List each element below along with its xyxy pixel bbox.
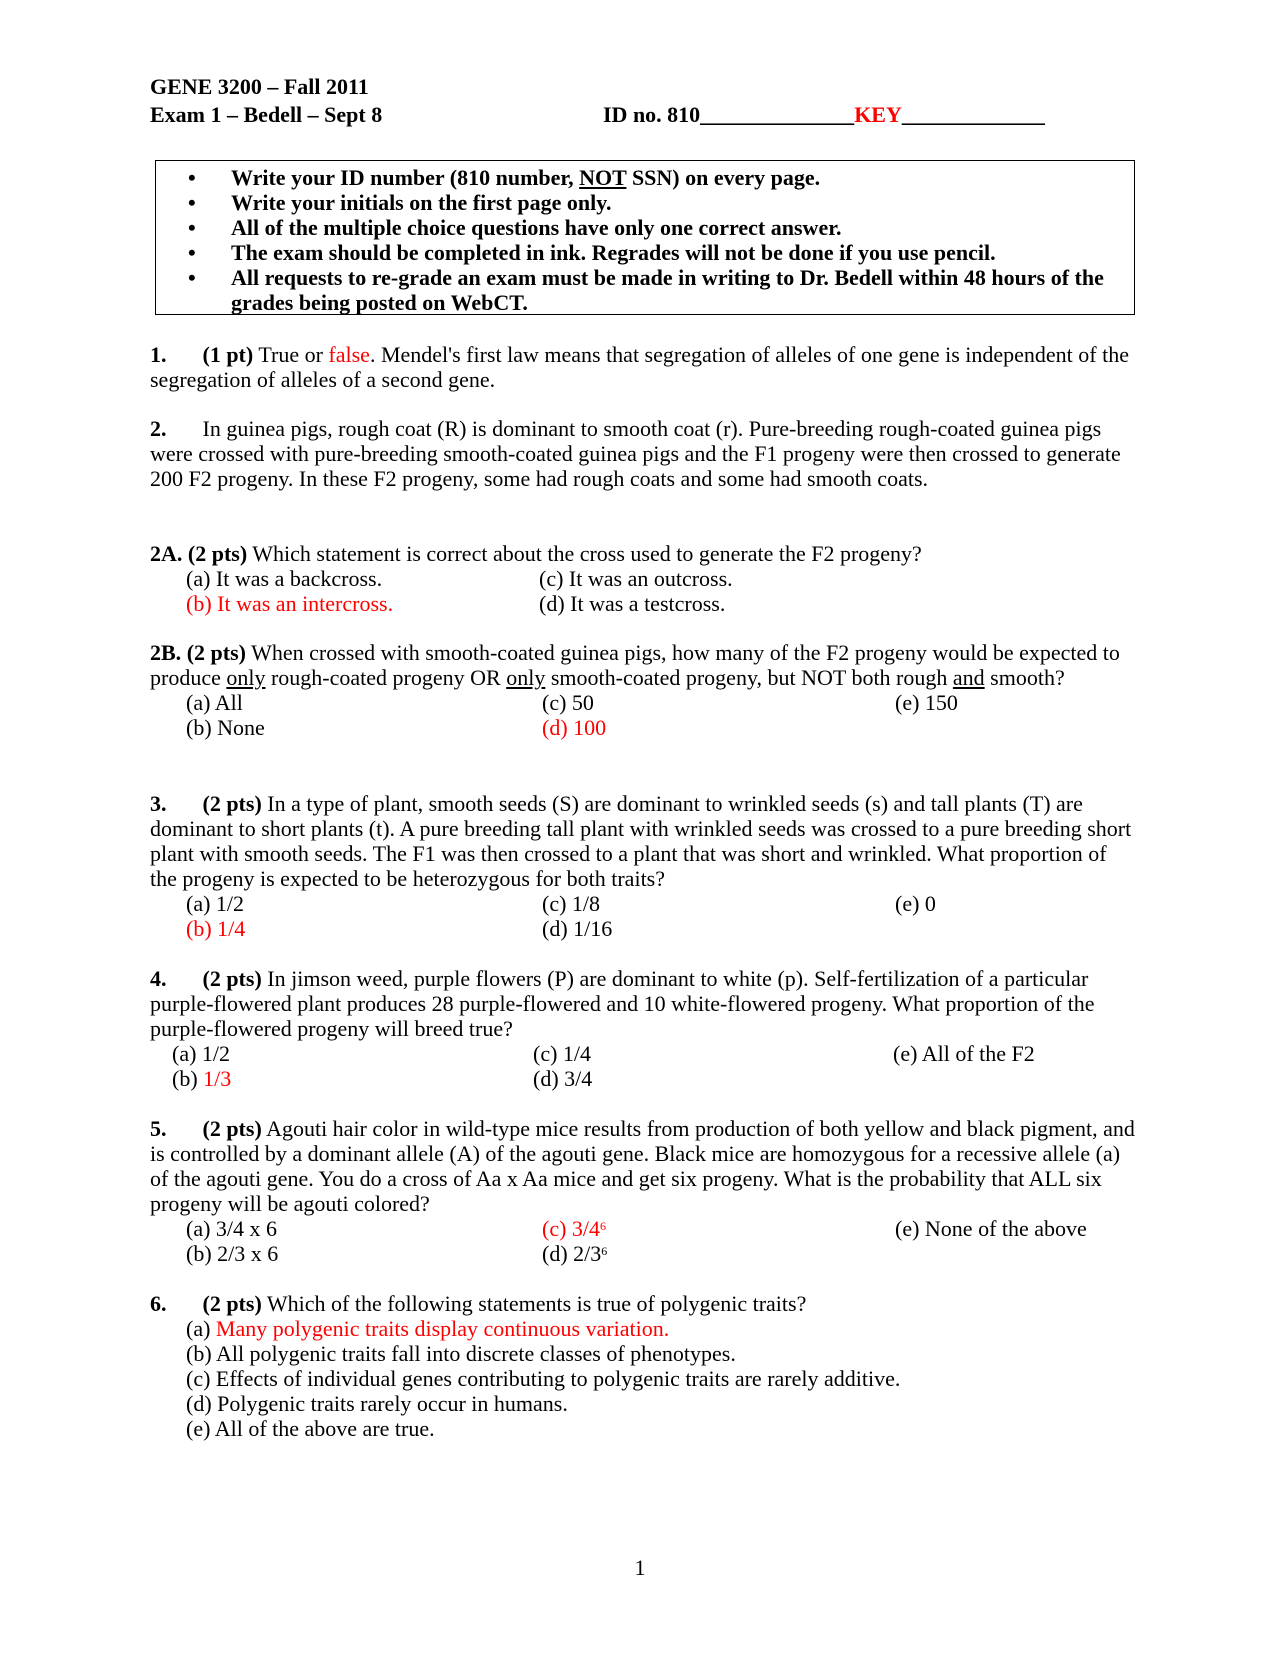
option-c: (c) Effects of individual genes contributing to polygenic traits are rarely additive. bbox=[186, 1366, 901, 1391]
option-d: (d) 3/4 bbox=[533, 1066, 593, 1091]
id-number-line bbox=[603, 102, 1045, 128]
option-d-answer: (d) 100 bbox=[542, 715, 607, 740]
option-b-answer: (b) It was an intercross. bbox=[186, 591, 394, 616]
option-a: (a) 3/4 x 6 bbox=[186, 1216, 278, 1241]
id-trail: _____________ bbox=[901, 102, 1045, 127]
option-a: (a) All bbox=[186, 690, 243, 715]
option-a: (a) 1/2 bbox=[186, 891, 245, 916]
question-2a: 2A. (2 pts) Which statement is correct about the cross used to generate the F2 progeny? (a) It was a backcross. (c) It was an outcross. (b) It was an intercross. (d) It was a testcross. bbox=[150, 541, 922, 616]
course-title: GENE 3200 – Fall 2011 bbox=[150, 74, 369, 99]
answer-false: false bbox=[328, 342, 370, 367]
question-3: 3. (2 pts) In a type of plant, smooth seeds (S) are dominant to wrinkled seeds (s) and tall plants (T) are dominant to short plants (t). A pure breeding tall plant with wrinkled seeds was crossed to a pure breeding short plant with smooth seeds. The F1 was then crossed to a plant that was short and wrinkled. What proportion of the progeny is expected to be heterozygous for both traits? (a) 1/2 (c) 1/8 (e) 0 (b) 1/4 (d) 1/16 bbox=[150, 791, 1135, 941]
option-e: (e) 150 bbox=[895, 690, 958, 715]
option-a: (a) It was a backcross. bbox=[186, 566, 383, 591]
option-d: (d) Polygenic traits rarely occur in humans. bbox=[186, 1391, 568, 1416]
question-4: 4. (2 pts) In jimson weed, purple flowers (P) are dominant to white (p). Self-fertilization of a particular purple-flowered plant produces 28 purple-flowered and 10 white-flowered progeny. What proportion of the purple-flowered progeny will breed true? (a) 1/2 (c) 1/4 (e) All of the F2 (b) 1/3 (d) 3/4 bbox=[150, 966, 1135, 1091]
option-d: (d) 1/16 bbox=[542, 916, 613, 941]
question-2b: 2B. (2 pts) When crossed with smooth-coated guinea pigs, how many of the F2 progeny would be expected to produce only rough-coated progeny OR only smooth-coated progeny, but NOT both rough and smooth? (a) All (c) 50 (e) 150 (b) None (d) 100 bbox=[150, 640, 1135, 740]
option-c: (c) 1/8 bbox=[542, 891, 601, 916]
question-2: 2. In guinea pigs, rough coat (R) is dominant to smooth coat (r). Pure-breeding rough-coated guinea pigs were crossed with pure-breeding smooth-coated guinea pigs and the F1 progeny were then crossed to generate 200 F2 progeny. In these F2 progeny, some had rough coats and some had smooth coats. bbox=[150, 416, 1121, 491]
instruction-item: • The exam should be completed in ink. Regrades will not be done if you use pencil. bbox=[186, 240, 1124, 265]
exam-title: Exam 1 – Bedell – Sept 8 bbox=[150, 102, 383, 127]
option-b-answer: 1/3 bbox=[203, 1066, 232, 1091]
option-c: (c) It was an outcross. bbox=[539, 566, 733, 591]
option-b-answer: (b) 1/4 bbox=[186, 916, 246, 941]
option-e: (e) All of the above are true. bbox=[186, 1416, 435, 1441]
option-c: (c) 1/4 bbox=[533, 1041, 592, 1066]
answer-key-label: KEY bbox=[854, 102, 902, 127]
option-c: (c) 50 bbox=[542, 690, 594, 715]
question-1: 1. (1 pt) True or false. Mendel's first law means that segregation of alleles of one gene is independent of the segregation of alleles of a second gene. bbox=[150, 342, 1130, 392]
id-label: ID no. 810______________ bbox=[603, 102, 855, 127]
instruction-item: • All requests to re-grade an exam must be made in writing to Dr. Bedell within 48 hours of the grades being posted on WebCT. bbox=[186, 265, 1124, 315]
option-b: (b) None bbox=[186, 715, 265, 740]
option-a: (a) 1/2 bbox=[172, 1041, 231, 1066]
instruction-item: • All of the multiple choice questions have only one correct answer. bbox=[186, 215, 1124, 240]
instruction-item: • Write your ID number (810 number, NOT SSN) on every page. bbox=[186, 165, 1124, 190]
option-b: (b) 2/3 x 6 bbox=[186, 1241, 279, 1266]
instructions-box bbox=[155, 160, 1135, 315]
option-e: (e) 0 bbox=[895, 891, 936, 916]
option-d: (d) $2/3^6$ bbox=[542, 1241, 608, 1266]
option-c-answer: (c) $3/4^6$ bbox=[542, 1216, 607, 1241]
option-a-answer: Many polygenic traits display continuous variation. bbox=[215, 1316, 670, 1341]
option-e: (e) All of the F2 bbox=[893, 1041, 1035, 1066]
question-5: 5. (2 pts) Agouti hair color in wild-type mice results from production of both yellow and black pigment, and is controlled by a dominant allele (A) of the agouti gene. Black mice are homozygous for a recessive allele (a) of the agouti gene. You do a cross of Aa x Aa mice and get six progeny. What is the probability that ALL six progeny will be agouti colored? (a) 3/4 x 6 (c) $3/4^6$ (e) None of the above (b) 2/3 x 6 (d) $2/3^6$ bbox=[150, 1116, 1135, 1266]
option-b: (b) All polygenic traits fall into discrete classes of phenotypes. bbox=[186, 1341, 736, 1366]
question-6: 6. (2 pts) Which of the following statements is true of polygenic traits? (a) Many polygenic traits display continuous variation. (b) All polygenic traits fall into discrete classes of phenotypes. (c) Effects of individual genes contributing to polygenic traits are rarely additive. (d) Polygenic traits rarely occur in humans. (e) All of the above are true. bbox=[150, 1291, 1135, 1441]
option-e: (e) None of the above bbox=[895, 1216, 1087, 1241]
instruction-item: • Write your initials on the first page only. bbox=[186, 190, 1124, 215]
option-b: (b) 1/3 bbox=[172, 1066, 232, 1091]
page-number: 1 bbox=[634, 1555, 646, 1580]
option-a: (a) Many polygenic traits display continuous variation. bbox=[186, 1316, 670, 1341]
option-d: (d) It was a testcross. bbox=[539, 591, 726, 616]
